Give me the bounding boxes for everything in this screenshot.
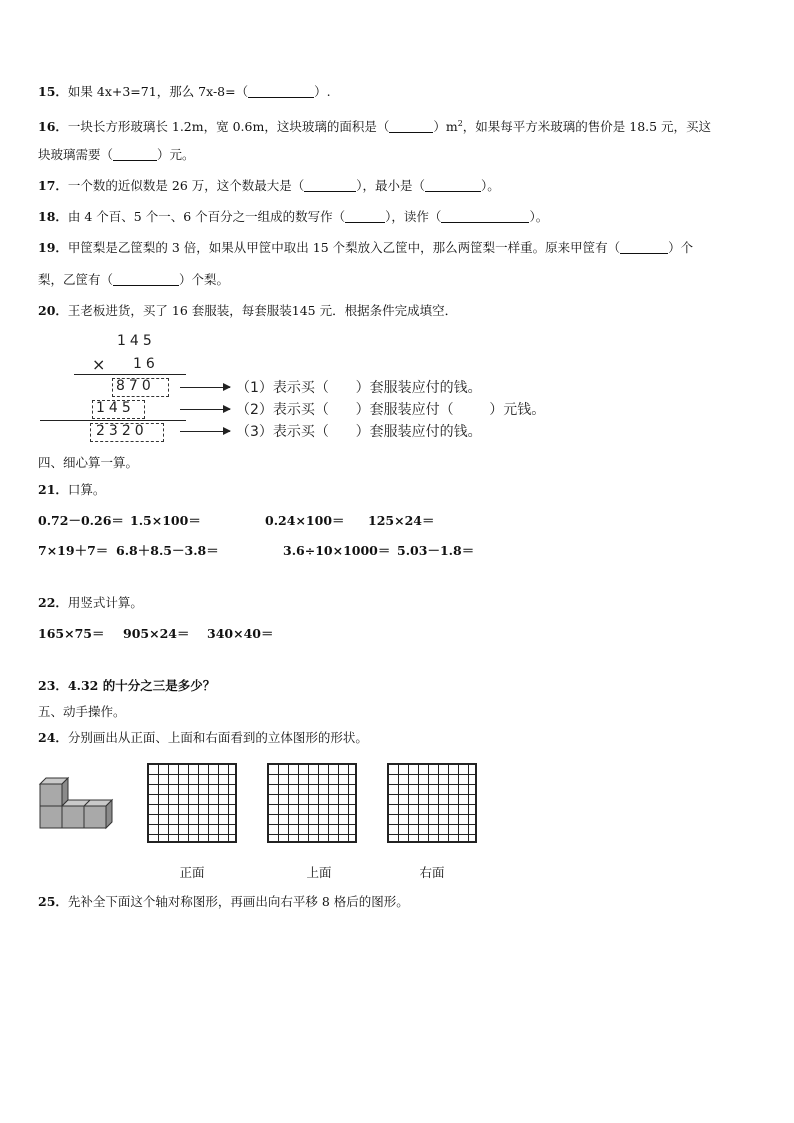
question-19 [38,240,693,256]
front-view-grid[interactable] [147,763,237,843]
vertical-calc-item: 165×75＝ [38,626,105,641]
right-view-label: 右面 [419,865,445,880]
question-text: ，如果每平方米玻璃的售价是 18.5 元，买这 [462,119,712,135]
annotation-2: （2）表示买（ ）套服装应付（ ）元钱。 [236,402,546,418]
question-23 [38,678,215,694]
oral-calc-item: 7×19＋7＝ [38,543,109,558]
question-text: 由 4 个百、5 个一、6 个百分之一组成的数写作（ [67,209,346,224]
product: 2320 [96,423,148,439]
multiplicand: 145 [117,333,156,349]
question-number: 19． [38,240,68,255]
question-text: ）个 [668,240,694,255]
question-number: 16． [38,119,68,135]
oral-calc-item: 0.72－0.26＝ [38,513,124,528]
section-heading: 四、细心算一算。 [38,455,139,470]
multiplier: 16 [133,356,159,372]
question-text: 4.32 的十分之三是多少？ [67,678,216,693]
question-text: ），最小是（ [356,178,426,193]
answer-blank[interactable] [113,273,179,286]
question-24 [38,730,368,746]
answer-blank[interactable] [425,179,481,192]
divider-line [74,374,186,375]
question-number: 24． [38,730,68,745]
oral-calc-item: 5.03－1.8＝ [397,543,475,558]
oral-calc-item: 0.24×100＝ [265,513,345,528]
divider-line [40,420,186,421]
question-text: 一块长方形玻璃长 1.2m，宽 0.6m，这块玻璃的面积是（ [67,119,390,135]
times-sign: × [92,355,106,374]
question-text: 用竖式计算。 [67,595,143,610]
annotation-1: （1）表示买（ ）套服装应付的钱。 [236,380,482,396]
arrow-3 [180,431,230,432]
arrow-1 [180,387,230,388]
question-text: 一个数的近似数是 26 万，这个数最大是（ [67,178,305,193]
top-view-label: 上面 [306,865,332,880]
annotation-3: （3）表示买（ ）套服装应付的钱。 [236,424,482,440]
question-text: 分别画出从正面、上面和右面看到的立体图形的形状。 [67,730,368,745]
question-number: 15． [38,84,68,99]
cube-solid-figure [38,772,120,832]
question-text: 先补全下面这个轴对称图形，再画出向右平移 8 格后的图形。 [67,894,409,909]
answer-blank[interactable] [441,210,529,223]
question-number: 23． [38,678,68,693]
question-text: 甲筐梨是乙筐梨的 3 倍，如果从甲筐中取出 15 个梨放入乙筐中，那么两筐梨一样重。原来甲筐有（ [67,240,621,255]
question-text: 块玻璃需要（ [38,147,114,162]
question-16 [38,116,711,135]
question-20 [38,303,457,319]
question-text: ）m [433,119,458,135]
question-text: ）。 [481,178,500,193]
question-17 [38,178,500,194]
answer-blank[interactable] [113,148,157,161]
question-text: 如果 4x+3=71，那么 7x-8=（ [67,84,249,99]
right-view-grid[interactable] [387,763,477,843]
question-text: 王老板进货，买了 16 套服装，每套服装145 元．根据条件完成填空． [67,303,458,318]
question-number: 20． [38,303,68,318]
arrow-2 [180,409,230,410]
answer-blank[interactable] [620,241,668,254]
question-25 [38,894,409,910]
superscript: 2 [457,119,463,128]
partial-product-1: 870 [116,378,155,394]
question-number: 25． [38,894,68,909]
oral-calc-item: 3.6÷10×1000＝ [283,543,391,558]
vertical-calc-item: 340×40＝ [207,626,274,641]
question-21 [38,482,105,498]
oral-calc-item: 125×24＝ [368,513,435,528]
partial-product-2: 145 [96,400,135,416]
answer-blank[interactable] [345,210,385,223]
oral-calc-item: 1.5×100＝ [130,513,201,528]
question-19-line2 [38,272,229,288]
question-text: ）。 [529,209,549,224]
question-number: 18． [38,209,68,224]
oral-calc-item: 6.8＋8.5－3.8＝ [116,543,219,558]
answer-blank[interactable] [389,120,433,133]
answer-blank[interactable] [304,179,356,192]
question-number: 21． [38,482,68,497]
question-22 [38,595,143,611]
question-16-line2 [38,147,195,163]
vertical-calc-item: 905×24＝ [123,626,190,641]
section-heading: 五、动手操作。 [38,704,126,719]
question-text: 口算。 [67,482,106,497]
question-number: 22． [38,595,68,610]
front-view-label: 正面 [179,865,205,880]
question-text: 梨，乙筐有（ [38,272,114,287]
question-15 [38,84,331,100]
question-text: ）个梨。 [179,272,230,287]
question-text: ），读作（ [385,209,442,224]
top-view-grid[interactable] [267,763,357,843]
question-text: ）元。 [157,147,195,162]
question-number: 17． [38,178,68,193]
question-text: ）. [314,84,331,99]
answer-blank[interactable] [248,85,314,98]
question-18 [38,209,548,225]
